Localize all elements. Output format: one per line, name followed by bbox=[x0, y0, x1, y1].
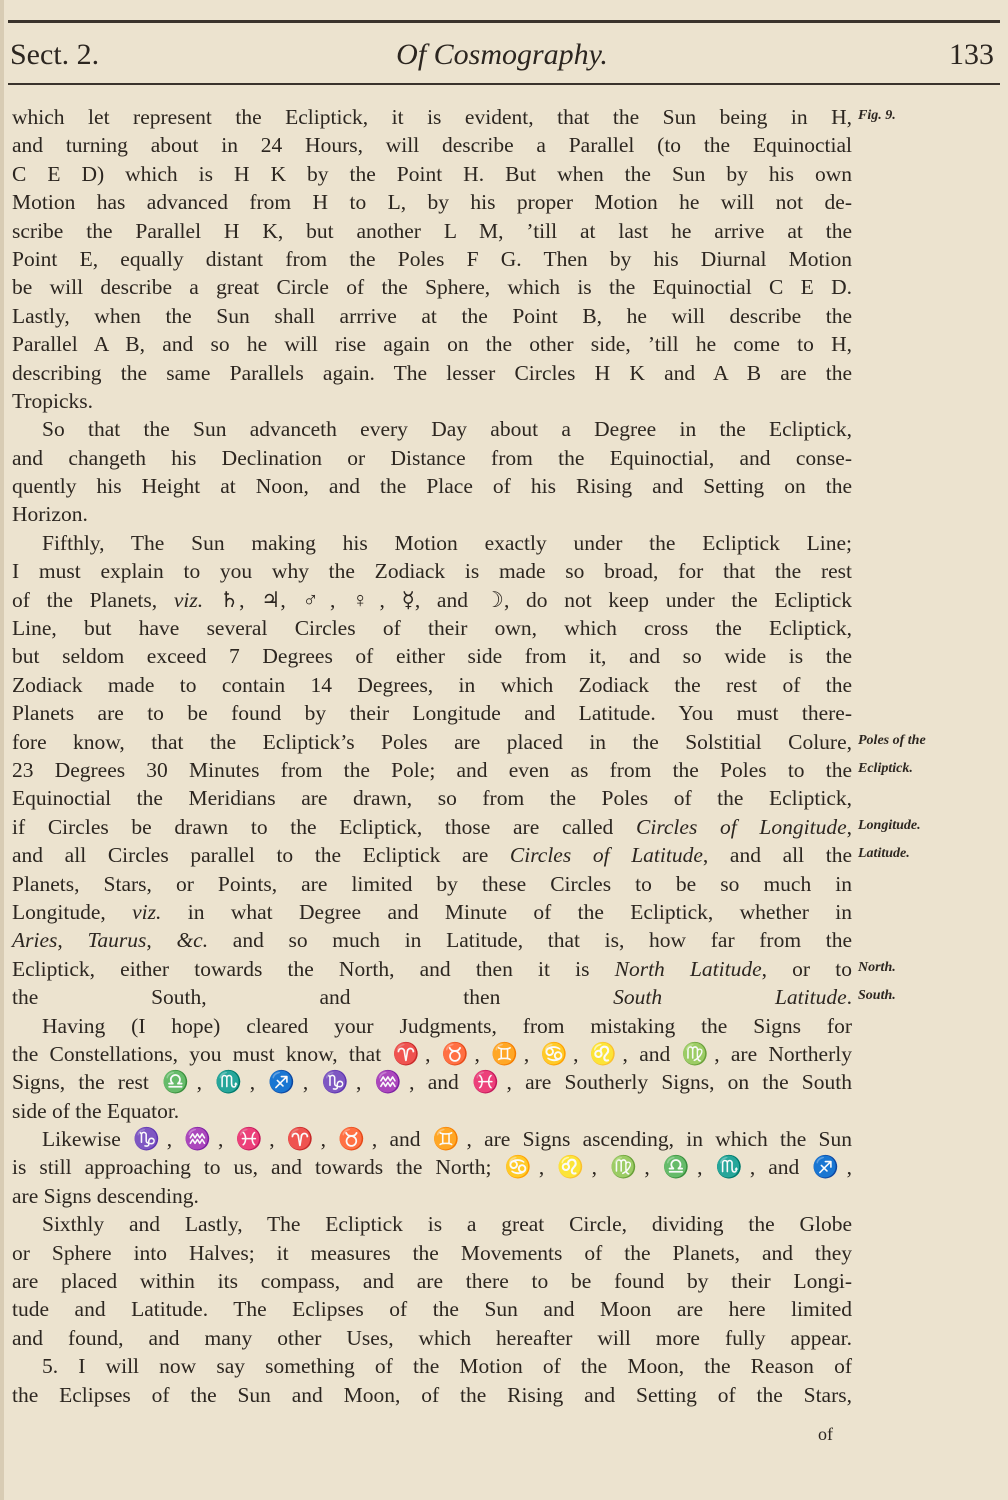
page-edge bbox=[0, 0, 4, 1500]
text-segment: Having (I hope) cleared your Judgments, from mistaking the Signs for bbox=[42, 1013, 852, 1038]
text-line bbox=[12, 586, 852, 614]
text-segment: are placed within its compass, and are there to be found by their Longi- bbox=[12, 1269, 852, 1294]
text-segment: Sixthly and Lastly, The Ecliptick is a great Circle, dividing the Globe bbox=[42, 1212, 852, 1237]
text-line bbox=[12, 671, 852, 699]
italic-text: North Latitude bbox=[614, 956, 762, 981]
text-segment: Ecliptick, either towards the North, and then it is bbox=[12, 956, 615, 981]
text-segment: is still approaching to us, and towards the North; ♋, ♌, ♍, ♎, ♏, and ♐, bbox=[12, 1155, 852, 1180]
text-line bbox=[12, 1068, 852, 1096]
text-segment: side of the Equator. bbox=[12, 1098, 180, 1123]
text-segment: So that the Sun advanceth every Day about a Degree in the Ecliptick, bbox=[42, 417, 852, 442]
text-segment: which let represent the Ecliptick, it is evident, that the Sun being in H, bbox=[12, 105, 852, 129]
body-text bbox=[12, 103, 852, 1409]
text-segment: Equinoctial the Meridians are drawn, so from the Poles of the Ecliptick, bbox=[12, 786, 852, 811]
header-rule-top bbox=[8, 20, 1000, 23]
text-segment: Likewise ♑, ♒, ♓, ♈, ♉, and ♊, are Signs ascending, in which the Sun bbox=[42, 1127, 852, 1152]
text-line bbox=[12, 955, 852, 983]
italic-text: Circles of Longitude bbox=[636, 814, 847, 839]
text-segment: . bbox=[846, 985, 852, 1010]
text-segment: describing the same Parallels again. The lesser Circles H K and A B are the bbox=[12, 360, 852, 385]
marginal-note: Fig. 9. bbox=[858, 108, 896, 123]
text-segment: the South, and then bbox=[12, 985, 614, 1010]
text-line bbox=[12, 500, 852, 528]
text-line bbox=[12, 472, 852, 500]
text-segment: Longitude, bbox=[12, 899, 133, 924]
text-segment: Horizon. bbox=[12, 502, 88, 527]
text-segment: Motion has advanced from H to L, by his proper Motion he will not de- bbox=[12, 190, 852, 215]
text-segment: Point E, equally distant from the Poles F G. Then by his Diurnal Motion bbox=[12, 246, 852, 271]
text-line bbox=[12, 359, 852, 387]
text-line bbox=[12, 983, 852, 1011]
italic-text: &c. bbox=[176, 928, 209, 953]
running-title: Of Cosmography. bbox=[396, 38, 608, 71]
text-line bbox=[12, 1040, 852, 1068]
text-line bbox=[12, 1295, 852, 1323]
text-segment: ♄, ♃, ♂, ♀, ☿, and ☽, do not keep under the Ecliptick bbox=[203, 587, 852, 612]
text-line bbox=[12, 1267, 852, 1295]
text-line bbox=[12, 529, 852, 557]
text-segment: , or to bbox=[761, 956, 852, 981]
text-line bbox=[12, 841, 852, 869]
text-line bbox=[12, 1210, 852, 1238]
text-line bbox=[12, 813, 852, 841]
text-line bbox=[12, 1352, 852, 1380]
text-segment: of the Planets, bbox=[12, 587, 174, 612]
text-segment: , bbox=[146, 928, 177, 953]
text-segment: Tropicks. bbox=[12, 388, 94, 413]
text-line bbox=[12, 160, 852, 188]
text-segment: quently his Height at Noon, and the Place of his Rising and Setting on the bbox=[12, 474, 852, 499]
text-line bbox=[12, 1239, 852, 1267]
text-line bbox=[12, 1097, 852, 1125]
text-segment: 23 Degrees 30 Minutes from the Pole; and even as from the Poles to the bbox=[12, 757, 852, 782]
italic-text: viz. bbox=[132, 899, 162, 924]
text-segment: Line, but have several Circles of their own, which cross the Ecliptick, bbox=[12, 616, 852, 641]
text-segment: I must explain to you why the Zodiack is made so broad, for that the rest bbox=[12, 559, 852, 584]
catchword: of bbox=[818, 1424, 833, 1444]
text-line bbox=[12, 188, 852, 216]
text-segment: and found, and many other Uses, which hereafter will more fully appear. bbox=[12, 1325, 852, 1350]
text-segment: and turning about in 24 Hours, will describe a Parallel (to the Equinoctial bbox=[12, 133, 852, 158]
text-line bbox=[12, 444, 852, 472]
text-line bbox=[12, 415, 852, 443]
page-number: 133 bbox=[949, 38, 994, 71]
text-segment: , bbox=[846, 814, 853, 839]
text-segment: tude and Latitude. The Eclipses of the Sun and Moon are here limited bbox=[12, 1297, 852, 1322]
text-line bbox=[12, 131, 852, 159]
italic-text: Taurus bbox=[87, 928, 147, 953]
text-segment: Signs, the rest ♎, ♏, ♐, ♑, ♒, and ♓, are Southerly Signs, on the South bbox=[12, 1070, 852, 1095]
text-line bbox=[12, 728, 852, 756]
marginal-note: Ecliptick. bbox=[858, 761, 913, 777]
text-line bbox=[12, 1381, 852, 1409]
text-segment: Planets, Stars, or Points, are limited by these Circles to be so much in bbox=[12, 871, 852, 896]
text-line bbox=[12, 330, 852, 358]
italic-text: Aries bbox=[12, 928, 58, 953]
running-header bbox=[10, 38, 994, 78]
text-segment: Planets are to be found by their Longitude and Latitude. You must there- bbox=[12, 701, 852, 726]
text-segment: the Eclipses of the Sun and Moon, of the Rising and Setting of the Stars, bbox=[12, 1382, 852, 1407]
text-segment: be will describe a great Circle of the Sphere, which is the Equinoctial C E D. bbox=[12, 275, 852, 300]
text-line bbox=[12, 1153, 852, 1181]
text-line bbox=[12, 898, 852, 926]
text-line bbox=[12, 699, 852, 727]
text-line bbox=[12, 1324, 852, 1352]
text-line bbox=[12, 1182, 852, 1210]
text-segment: in what Degree and Minute of the Ecliptick, whether in bbox=[161, 899, 852, 924]
italic-text: South Latitude bbox=[613, 985, 847, 1010]
text-segment: the Constellations, you must know, that ♈, ♉, ♊, ♋, ♌, and ♍, are Northerly bbox=[12, 1041, 852, 1066]
marginal-note: North. bbox=[858, 960, 896, 975]
italic-text: Circles of Latitude bbox=[509, 843, 703, 868]
text-segment: C E D) which is H K by the Point H. But when the Sun by his own bbox=[12, 161, 852, 186]
marginal-note: South. bbox=[858, 988, 896, 1004]
text-line bbox=[12, 302, 852, 330]
text-line bbox=[12, 557, 852, 585]
section-label: Sect. 2. bbox=[10, 38, 100, 71]
text-segment: Fifthly, The Sun making his Motion exactly under the Ecliptick Line; bbox=[42, 530, 852, 555]
text-segment: are Signs descending. bbox=[12, 1183, 199, 1208]
text-segment: but seldom exceed 7 Degrees of either side from it, and so wide is the bbox=[12, 644, 852, 669]
text-line bbox=[12, 926, 852, 954]
marginal-note: Longitude. bbox=[858, 818, 921, 833]
marginal-note: Poles of the bbox=[858, 732, 926, 748]
text-line bbox=[12, 614, 852, 642]
text-segment: and all Circles parallel to the Ecliptick are bbox=[12, 843, 510, 868]
text-segment: and changeth his Declination or Distance from the Equinoctial, and conse- bbox=[12, 445, 852, 470]
text-segment: Parallel A B, and so he will rise again on the other side, ’till he come to H, bbox=[12, 332, 852, 357]
italic-text: viz. bbox=[173, 587, 204, 612]
text-segment: , and all the bbox=[702, 843, 852, 868]
text-line bbox=[12, 1125, 852, 1153]
marginal-note: Latitude. bbox=[858, 846, 910, 862]
text-line bbox=[12, 273, 852, 301]
header-rule-bottom bbox=[8, 83, 1000, 85]
text-line bbox=[12, 217, 852, 245]
text-segment: and so much in Latitude, that is, how far from the bbox=[208, 928, 852, 953]
text-line bbox=[12, 103, 852, 131]
text-segment: fore know, that the Ecliptick’s Poles are placed in the Solstitial Colure, bbox=[12, 729, 852, 754]
text-segment: Zodiack made to contain 14 Degrees, in which Zodiack the rest of the bbox=[12, 672, 852, 697]
text-line bbox=[12, 245, 852, 273]
text-line bbox=[12, 784, 852, 812]
text-segment: if Circles be drawn to the Ecliptick, those are called bbox=[12, 814, 636, 839]
text-segment: or Sphere into Halves; it measures the Movements of the Planets, and they bbox=[12, 1240, 852, 1265]
text-line bbox=[12, 870, 852, 898]
text-segment: scribe the Parallel H K, but another L M, ’till at last he arrive at the bbox=[12, 218, 852, 243]
text-line bbox=[12, 756, 852, 784]
text-segment: 5. I will now say something of the Motion of the Moon, the Reason of bbox=[42, 1354, 852, 1379]
text-segment: Lastly, when the Sun shall arrrive at the Point B, he will describe the bbox=[12, 303, 852, 328]
text-line bbox=[12, 642, 852, 670]
text-line bbox=[12, 387, 852, 415]
text-line bbox=[12, 1012, 852, 1040]
text-segment: , bbox=[57, 928, 88, 953]
